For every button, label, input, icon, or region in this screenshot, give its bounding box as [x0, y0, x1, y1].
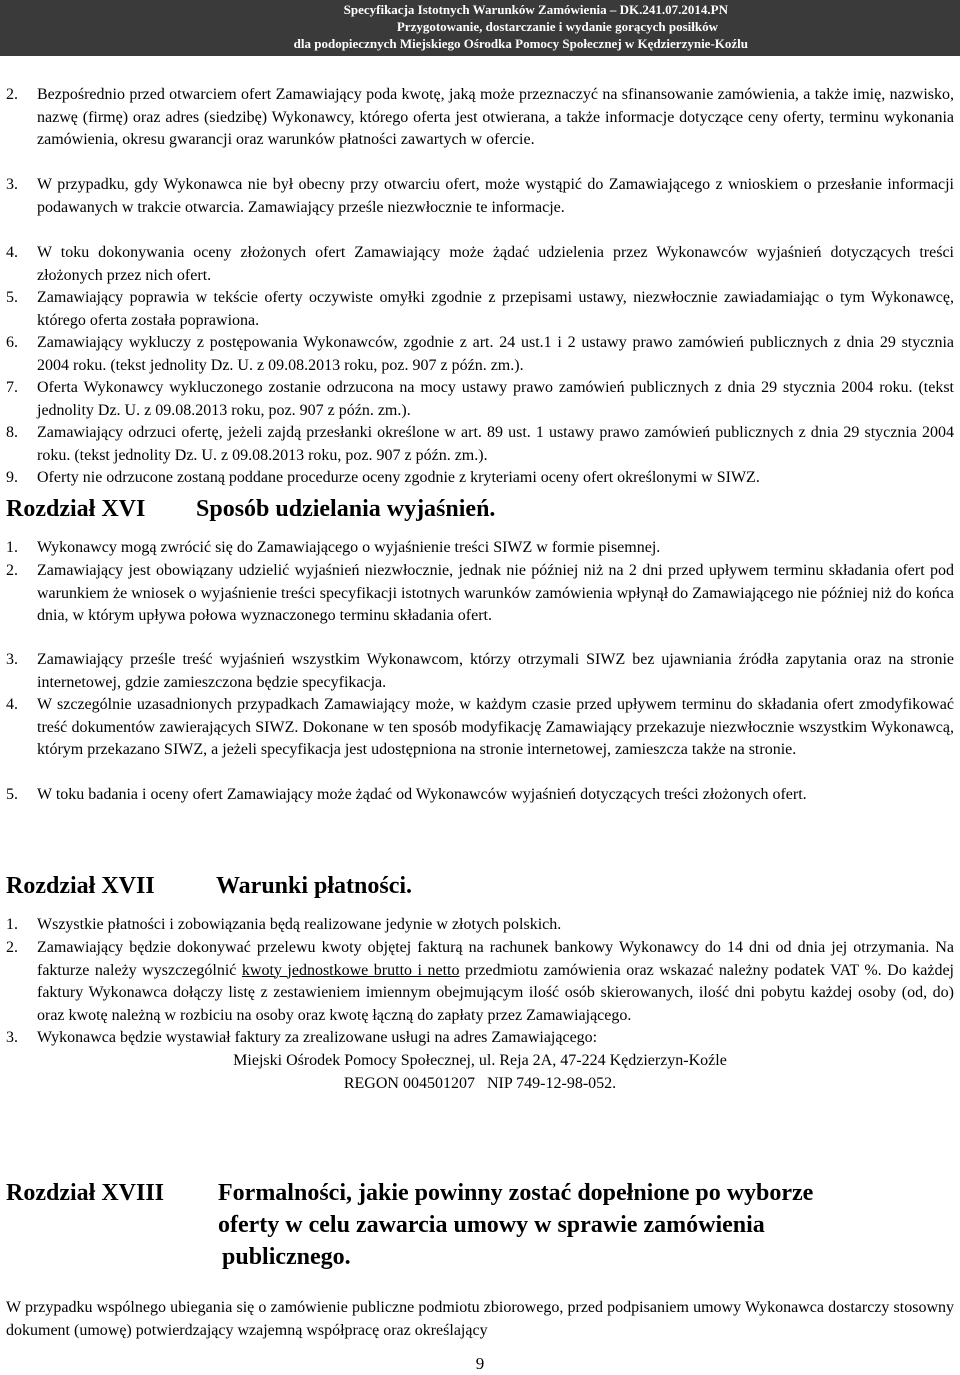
item-text: Zamawiający prześle treść wyjaśnień wszystkim Wykonawcom, którzy otrzymali SIWZ bez ujawniania źródła zapytania oraz na stronie internetowej, gdzie zamieszczona będzie specyfikacja. — [37, 651, 954, 691]
regon-nip-line: REGON 004501207 NIP 749-12-98-052. — [343, 1075, 617, 1092]
list-item — [6, 377, 954, 422]
underlined-phrase: kwoty jednostkowe brutto i netto — [241, 961, 460, 979]
item-number: 2. — [6, 562, 18, 579]
item-number: 4. — [6, 696, 18, 713]
item-text: Oferty nie odrzucone zostaną poddane procedurze oceny zgodnie z kryteriami oceny ofert określonymi w SIWZ. — [37, 469, 760, 486]
list-item — [6, 174, 954, 219]
item-number: 8. — [6, 424, 18, 441]
page-number: 9 — [475, 1354, 485, 1373]
item-text: W przypadku, gdy Wykonawca nie był obecny przy otwarciu ofert, może wystąpić do Zamawiającego z wnioskiem o przesłanie informacji podawanych w trakcie otwarcia. Zamawiający prześle niezwłocznie te informacje. — [37, 176, 954, 216]
item-text: Wykonawca będzie wystawiał faktury za zrealizowane usługi na adres Zamawiającego: — [37, 1029, 598, 1046]
chapter-title-line-2: oferty w celu zawarcia umowy w sprawie zamówienia — [218, 1212, 765, 1238]
item-text: Bezpośrednio przed otwarciem ofert Zamawiający poda kwotę, jaką może przeznaczyć na sfinansowanie zamówienia, a także imię, nazwisko, nazwę (firmę) oraz adres (siedzibę) Wykonawcy, którego oferta jest otwierana, a także informacje dotyczące ceny oferty, terminu wykonania zamówienia, okresu gwarancji oraz warunków płatności zawartych w ofercie. — [37, 86, 954, 148]
chapter-number: Rozdział XVIII — [6, 1180, 165, 1206]
item-text: Zamawiający jest obowiązany udzielić wyjaśnień niezwłocznie, jednak nie później niż na 2 dni przed upływem terminu składania ofert pod warunkiem że wniosek o wyjaśnienie treści specyfikacji istotnych warunków zamówienia wpłynął do Zamawiającego nie później niż do końca dnia, w którym upływa połowa wyznaczonego terminu składania ofert. — [37, 562, 954, 624]
chapter-title-line-3: publicznego. — [222, 1244, 351, 1270]
item-number: 2. — [6, 86, 18, 103]
chapter-title: Sposób udzielania wyjaśnień. — [196, 496, 496, 522]
list-item — [6, 537, 954, 560]
list-item — [6, 784, 954, 807]
item-text: Wykonawcy mogą zwrócić się do Zamawiającego o wyjaśnienie treści SIWZ w formie pisemnej. — [37, 539, 661, 556]
item-text: Zamawiający wykluczy z postępowania Wykonawców, zgodnie z art. 24 ust.1 i 2 ustawy prawo zamówień publicznych z dnia 29 stycznia 2004 roku. (tekst jednolity Dz. U. z 09.08.2013 roku, poz. 907 z późn. zm.). — [37, 334, 954, 374]
item-number: 3. — [6, 651, 18, 668]
item-text: Wszystkie płatności i zobowiązania będą realizowane jedynie w złotych polskich. — [37, 916, 562, 933]
chapter-title-line-1: Formalności, jakie powinny zostać dopełnione po wyborze — [218, 1180, 814, 1206]
list-item — [6, 560, 954, 628]
item-number: 6. — [6, 334, 18, 351]
item-number: 2. — [6, 939, 18, 956]
item-text-part: Zamawiający będzie dokonywać przelewu kwoty objętej fakturą na rachunek bankowy Wykonawcy do 14 dni od dnia jej otrzymania. Na fakturze należy wyszczególnić — [37, 939, 954, 979]
item-number: 3. — [6, 176, 18, 193]
header-line-3: dla podopiecznych Miejskiego Ośrodka Pomocy Społecznej w Kędzierzynie-Koźlu — [293, 36, 748, 51]
item-text-part: przedmiotu zamówienia oraz wskazać należny podatek VAT %. Do każdej faktury Wykonawca dołączy listę z zestawieniem imiennym obejmującym ilość osób skierowanych, ilość dni pobytu każdej osoby (od, do) oraz kwotę należną w rozbiciu na osoby oraz kwotę łączną do zapłaty przez Zamawiającego. — [37, 961, 955, 1024]
item-text: W szczególnie uzasadnionych przypadkach Zamawiający może, w każdym czasie przed upływem terminu do składania ofert zmodyfikować treść dokumentów zawierających SIWZ. Dokonane w ten sposób modyfikację Zamawiający przekazuje niezwłocznie wszystkim Wykonawcą, którym przekazano SIWZ, a jeżeli specyfikacja jest udostępniona na stronie internetowej, zamieszcza także na stronie. — [37, 696, 954, 758]
header-line-2: Przygotowanie, dostarczanie i wydanie gorących posiłków — [396, 19, 718, 34]
item-text: W toku badania i oceny ofert Zamawiający może żądać od Wykonawców wyjaśnień dotyczących treści złożonych ofert. — [37, 786, 807, 803]
chapter-title: Warunki płatności. — [216, 873, 413, 899]
page-header — [0, 0, 960, 56]
list-item — [6, 287, 954, 332]
item-number: 5. — [6, 786, 18, 803]
paragraph: W przypadku wspólnego ubiegania się o zamówienie publiczne podmiotu zbiorowego, przed podpisaniem umowy Wykonawca dostarczy stosowny dokument (umowę) potwierdzający wzajemną współpracę oraz określający — [6, 1299, 954, 1339]
item-number: 1. — [6, 539, 18, 556]
item-number: 7. — [6, 379, 18, 396]
list-item — [6, 332, 954, 377]
item-text: Zamawiający odrzuci ofertę, jeżeli zajdą przesłanki określone w art. 89 ust. 1 ustawy prawo zamówień publicznych z dnia 29 stycznia 2004 roku. (tekst jednolity Dz. U. z 09.08.2013 roku, poz. 907 z późn. zm.). — [37, 424, 954, 464]
list-item — [6, 649, 954, 694]
address-line: Miejski Ośrodek Pomocy Społecznej, ul. Reja 2A, 47-224 Kędzierzyn-Koźle — [233, 1052, 727, 1069]
chapter-number: Rozdział XVI — [6, 496, 146, 522]
item-number: 9. — [6, 469, 18, 486]
list-item — [6, 84, 954, 152]
item-text — [37, 937, 954, 1027]
item-text: Oferta Wykonawcy wykluczonego zostanie odrzucona na mocy ustawy prawo zamówień publicznych z dnia 29 stycznia 2004 roku. (tekst jednolity Dz. U. z 09.08.2013 roku, poz. 907 z późn. zm.). — [37, 379, 954, 419]
list-item — [6, 467, 954, 490]
list-item — [6, 694, 954, 762]
list-item — [6, 914, 954, 937]
item-text: Zamawiający poprawia w tekście oferty oczywiste omyłki zgodnie z przepisami ustawy, niezwłocznie zawiadamiając o tym Wykonawcę, którego oferta została poprawiona. — [37, 289, 954, 329]
item-number: 1. — [6, 916, 18, 933]
list-item — [6, 937, 954, 1027]
item-text: W toku dokonywania oceny złożonych ofert Zamawiający może żądać udzielenia przez Wykonawców wyjaśnień dotyczących treści złożonych przez nich ofert. — [37, 244, 954, 284]
list-item — [6, 1027, 954, 1050]
list-item — [6, 422, 954, 467]
item-number: 4. — [6, 244, 18, 261]
item-number: 3. — [6, 1029, 18, 1046]
item-number: 5. — [6, 289, 18, 306]
list-item — [6, 242, 954, 287]
chapter-number: Rozdział XVII — [6, 873, 155, 899]
header-line-1: Specyfikacja Istotnych Warunków Zamówienia – DK.241.07.2014.PN — [343, 2, 728, 17]
